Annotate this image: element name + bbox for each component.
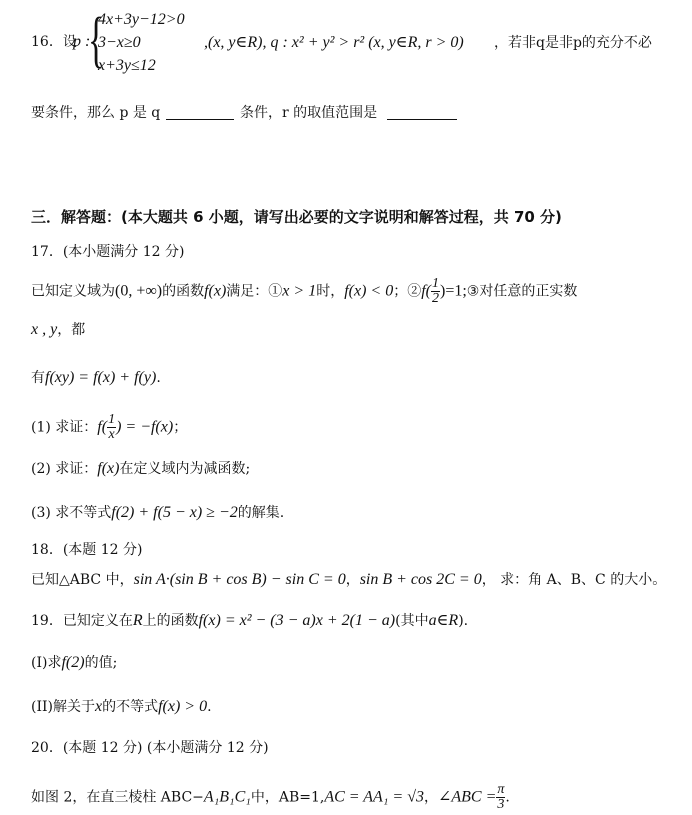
q17-half-fraction [431,277,440,306]
q17-half-den: 2 [431,291,439,306]
q18-l1-a: 已知△ABC 中， [31,572,134,588]
q17-text-f: ③对任意的正实数 [466,283,578,300]
q20-prism: A₁B₁C₁ [203,788,251,806]
q17-p1-a: (1) 求证： [31,419,98,436]
q19-line1 [31,611,468,631]
q16-line2-b: 条件，r 的取值范围是 [240,105,378,121]
q17-p1-f: f( [97,418,108,436]
q17-line3 [31,368,161,388]
q17-half-num: 1 [431,276,439,291]
q17-p3-a: (3) 求不等式 [31,505,112,521]
q17-fx: f(x) [204,282,227,300]
q17-p2-f: f(x) [97,460,120,477]
q17-p1-den: x [108,427,115,442]
q18-eq-1: sin A·(sin B + cos B) − sin C = 0 [133,571,346,588]
q17-head: 17．(本小题满分 12 分) [31,244,185,260]
q19-p1-b: 的值; [84,655,118,671]
q17-p2-a: (2) 求证： [31,461,98,477]
q16-blank-2 [387,105,457,120]
q19-l1-a: 19．已知定义在 [31,613,133,629]
q19-p2-ineq: f(x) > 0 [158,698,208,715]
q17-l3-a: 有 [31,370,45,386]
q16-ineq-1: 4x+3y−12>0 [98,11,185,28]
q16-condition: ,(x, y∈R), q : x² + y² > r² (x, y∈R, r > 0) [204,34,464,51]
q20-l1-b: 中，AB=1, [250,789,325,806]
q17-f-close: )=1; [439,282,467,300]
q16-line2-a: 要条件，那么 p 是 q [31,105,161,121]
q20-end: . [505,789,510,806]
q20-pi-den: 3 [497,797,505,812]
q18-l1-b: ， [345,572,360,588]
q17-part1 [31,413,187,442]
q19-p1-f: f(2) [61,654,85,671]
q17-p1-end: ； [173,419,188,436]
q19-l1-d: ). [458,613,469,629]
q18-head: 18．(本题 12 分) [31,542,143,558]
section-3-heading: 三．解答题：(本大题共 6 小题，请写出必要的文字说明和解答过程，共 70 分) [31,208,562,226]
q19-part1 [31,653,117,673]
q17-p2-b: 在定义域内为减函数; [119,461,251,477]
q20-head: 20．(本题 12 分) (本小题满分 12 分) [31,740,269,756]
q16-ineq-3: x+3y≤12 [98,57,156,74]
q17-line2-tail: ，都 [57,322,86,338]
q17-part3 [31,503,284,523]
q17-p3-ineq: f(2) + f(5 − x) ≥ −2 [111,504,238,521]
q17-text-c: 满足：① [226,283,283,300]
q16-blank-1 [166,105,234,120]
q17-cond-2: f(x) < 0 [344,282,394,300]
q20-l1-a: 如图 2，在直三棱柱 ABC− [31,789,204,806]
q17-p1-num: 1 [108,412,116,427]
q17-p1-eq: ) = −f(x) [116,418,174,436]
q19-l1-c: (其中 [395,613,429,629]
q20-eq-1: AC = AA₁ = √3 [324,788,424,806]
q17-f-open: f( [421,282,431,300]
q17-p3-b: 的解集. [237,505,285,521]
q17-functional-eq: f(xy) = f(x) + f(y) [45,369,157,386]
q17-text-d: 时， [316,283,345,300]
q19-p2-b: 的不等式 [102,699,159,715]
q18-line1 [31,570,666,590]
q16-ineq-2: 3−x≥0 [98,34,141,51]
q18-l1-c: ， 求：角 A、B、C 的大小。 [481,572,667,588]
q16-system-brace: { [88,6,105,74]
q19-p2-x: x [94,698,103,715]
q18-eq-2: sin B + cos 2C = 0 [359,571,482,588]
q17-vars [31,320,85,340]
q20-pi-num: π [497,782,505,797]
q19-l1-b: 上的函数 [142,613,199,629]
q19-p1-a: (I)求 [31,655,62,671]
q19-R: R [132,612,143,629]
q17-cond-1: x > 1 [282,282,317,300]
q20-line1 [31,783,510,812]
q17-l3-end: . [156,370,161,386]
q16-tail: ，若非q是非p的充分不必 [494,35,652,51]
q16-system [98,8,185,77]
q19-p2-end: . [207,699,212,715]
q17-text-b: 的函数 [162,283,205,300]
q16-label: 16．设 [31,34,77,50]
q20-angle: ∠ABC = [437,788,497,806]
q17-part2 [31,459,250,479]
q19-p2-a: (II)解关于 [31,699,95,715]
q19-function: f(x) = x² − (3 − a)x + 2(1 − a) [198,612,396,629]
q17-text-e: ；② [393,283,422,300]
q17-domain: (0, +∞) [115,282,163,300]
q17-line1 [31,277,577,306]
q17-text-a: 已知定义域为 [31,283,115,300]
q19-part2 [31,697,212,717]
q16-p-label: p : [73,33,91,50]
q19-a-in-R: a∈R [428,612,459,629]
q20-l1-c: ， [423,789,438,806]
q17-p1-fraction [107,413,116,442]
q17-vars-xy: x , y [31,321,58,338]
